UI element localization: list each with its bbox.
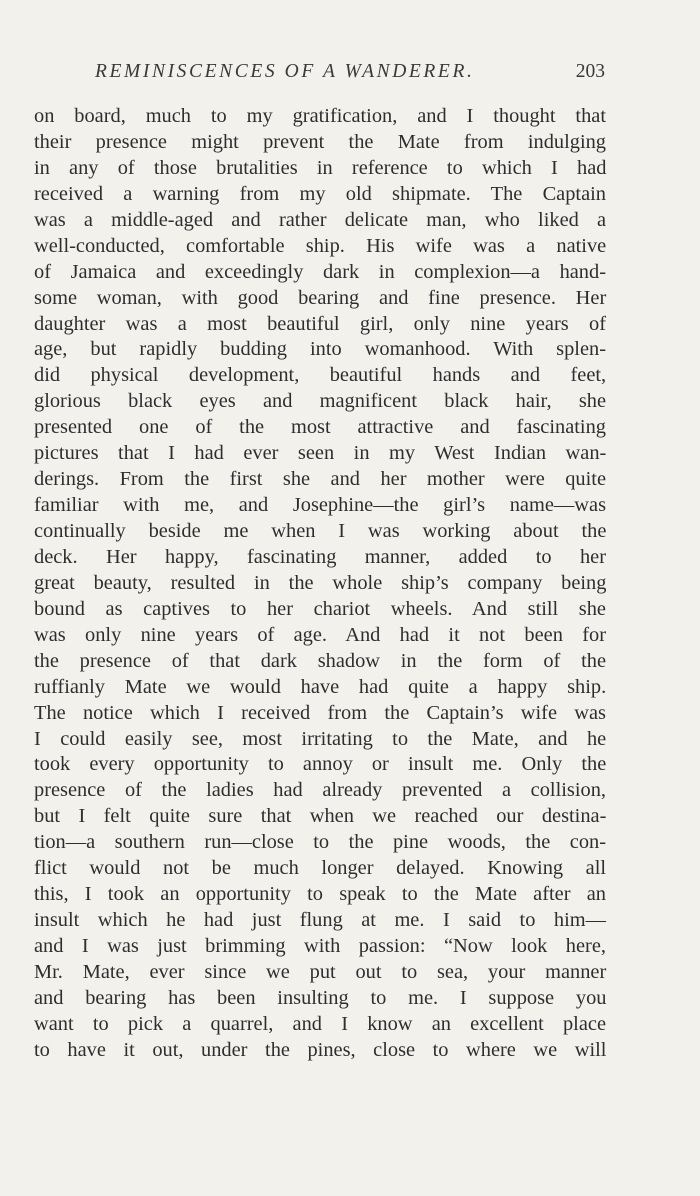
text-line: I could easily see, most irritating to the Mate, and he [34,727,607,750]
text-line: took every opportunity to annoy or insult me. Only the [34,753,607,776]
text-line: want to pick a quarrel, and I know an excellent place [34,1012,606,1035]
text-line: continually beside me when I was working about the [34,520,607,542]
text-line: tion—a southern run—close to the pine woods, the con- [34,831,606,854]
text-line: in any of those brutalities in reference to which I had [34,156,607,179]
text-line: this, I took an opportunity to speak to the Mate after an [34,883,606,906]
text-line: but I felt quite sure that when we reached our destina- [34,805,607,828]
text-line: flict would not be much longer delayed. Knowing all [34,857,607,880]
text-line: glorious black eyes and magnificent black hair, she [34,390,607,413]
body-text [34,104,606,1064]
text-line: to have it out, under the pines, close to where we will [34,1038,607,1061]
text-line: familiar with me, and Josephine—the girl’s name—was [34,494,606,517]
text-line: The notice which I received from the Captain’s wife was [34,701,606,724]
text-line: derings. From the first she and her mother were quite [34,468,606,491]
text-line: was a middle-aged and rather delicate man, who liked a [34,208,607,231]
text-line: some woman, with good bearing and fine presence. Her [34,286,607,309]
text-line: their presence might prevent the Mate from indulging [34,130,606,153]
page-number: 203 [575,61,605,82]
text-line: well-conducted, comfortable ship. His wife was a native [34,234,607,257]
text-line: ruffianly Mate we would have had quite a happy ship. [34,675,607,698]
running-head [95,61,615,87]
text-line: presence of the ladies had already prevented a collision, [34,779,606,802]
text-line: of Jamaica and exceedingly dark in complexion—a hand- [34,260,606,283]
text-line: deck. Her happy, fascinating manner, added to her [34,545,606,568]
text-line: was only nine years of age. And had it not been for [34,623,606,646]
text-line: presented one of the most attractive and fascinating [34,416,606,439]
text-line: bound as captives to her chariot wheels. And still she [34,597,606,620]
text-line: daughter was a most beautiful girl, only nine years of [34,312,606,335]
text-line: the presence of that dark shadow in the form of the [34,649,606,672]
text-line: great beauty, resulted in the whole ship’s company being [34,571,607,594]
text-line: insult which he had just flung at me. I said to him— [34,909,606,932]
text-line: and I was just brimming with passion: “Now look here, [34,935,606,957]
text-line: age, but rapidly budding into womanhood. With splen- [34,338,606,361]
running-title: REMINISCENCES OF A WANDERER. [95,61,475,82]
text-line: received a warning from my old shipmate. The Captain [34,182,606,205]
text-line: pictures that I had ever seen in my West Indian wan- [34,442,607,465]
text-line: on board, much to my gratification, and I thought that [34,105,606,127]
text-line: and bearing has been insulting to me. I suppose you [34,986,607,1009]
text-line: Mr. Mate, ever since we put out to sea, your manner [34,960,607,983]
text-line: did physical development, beautiful hands and feet, [34,364,607,387]
